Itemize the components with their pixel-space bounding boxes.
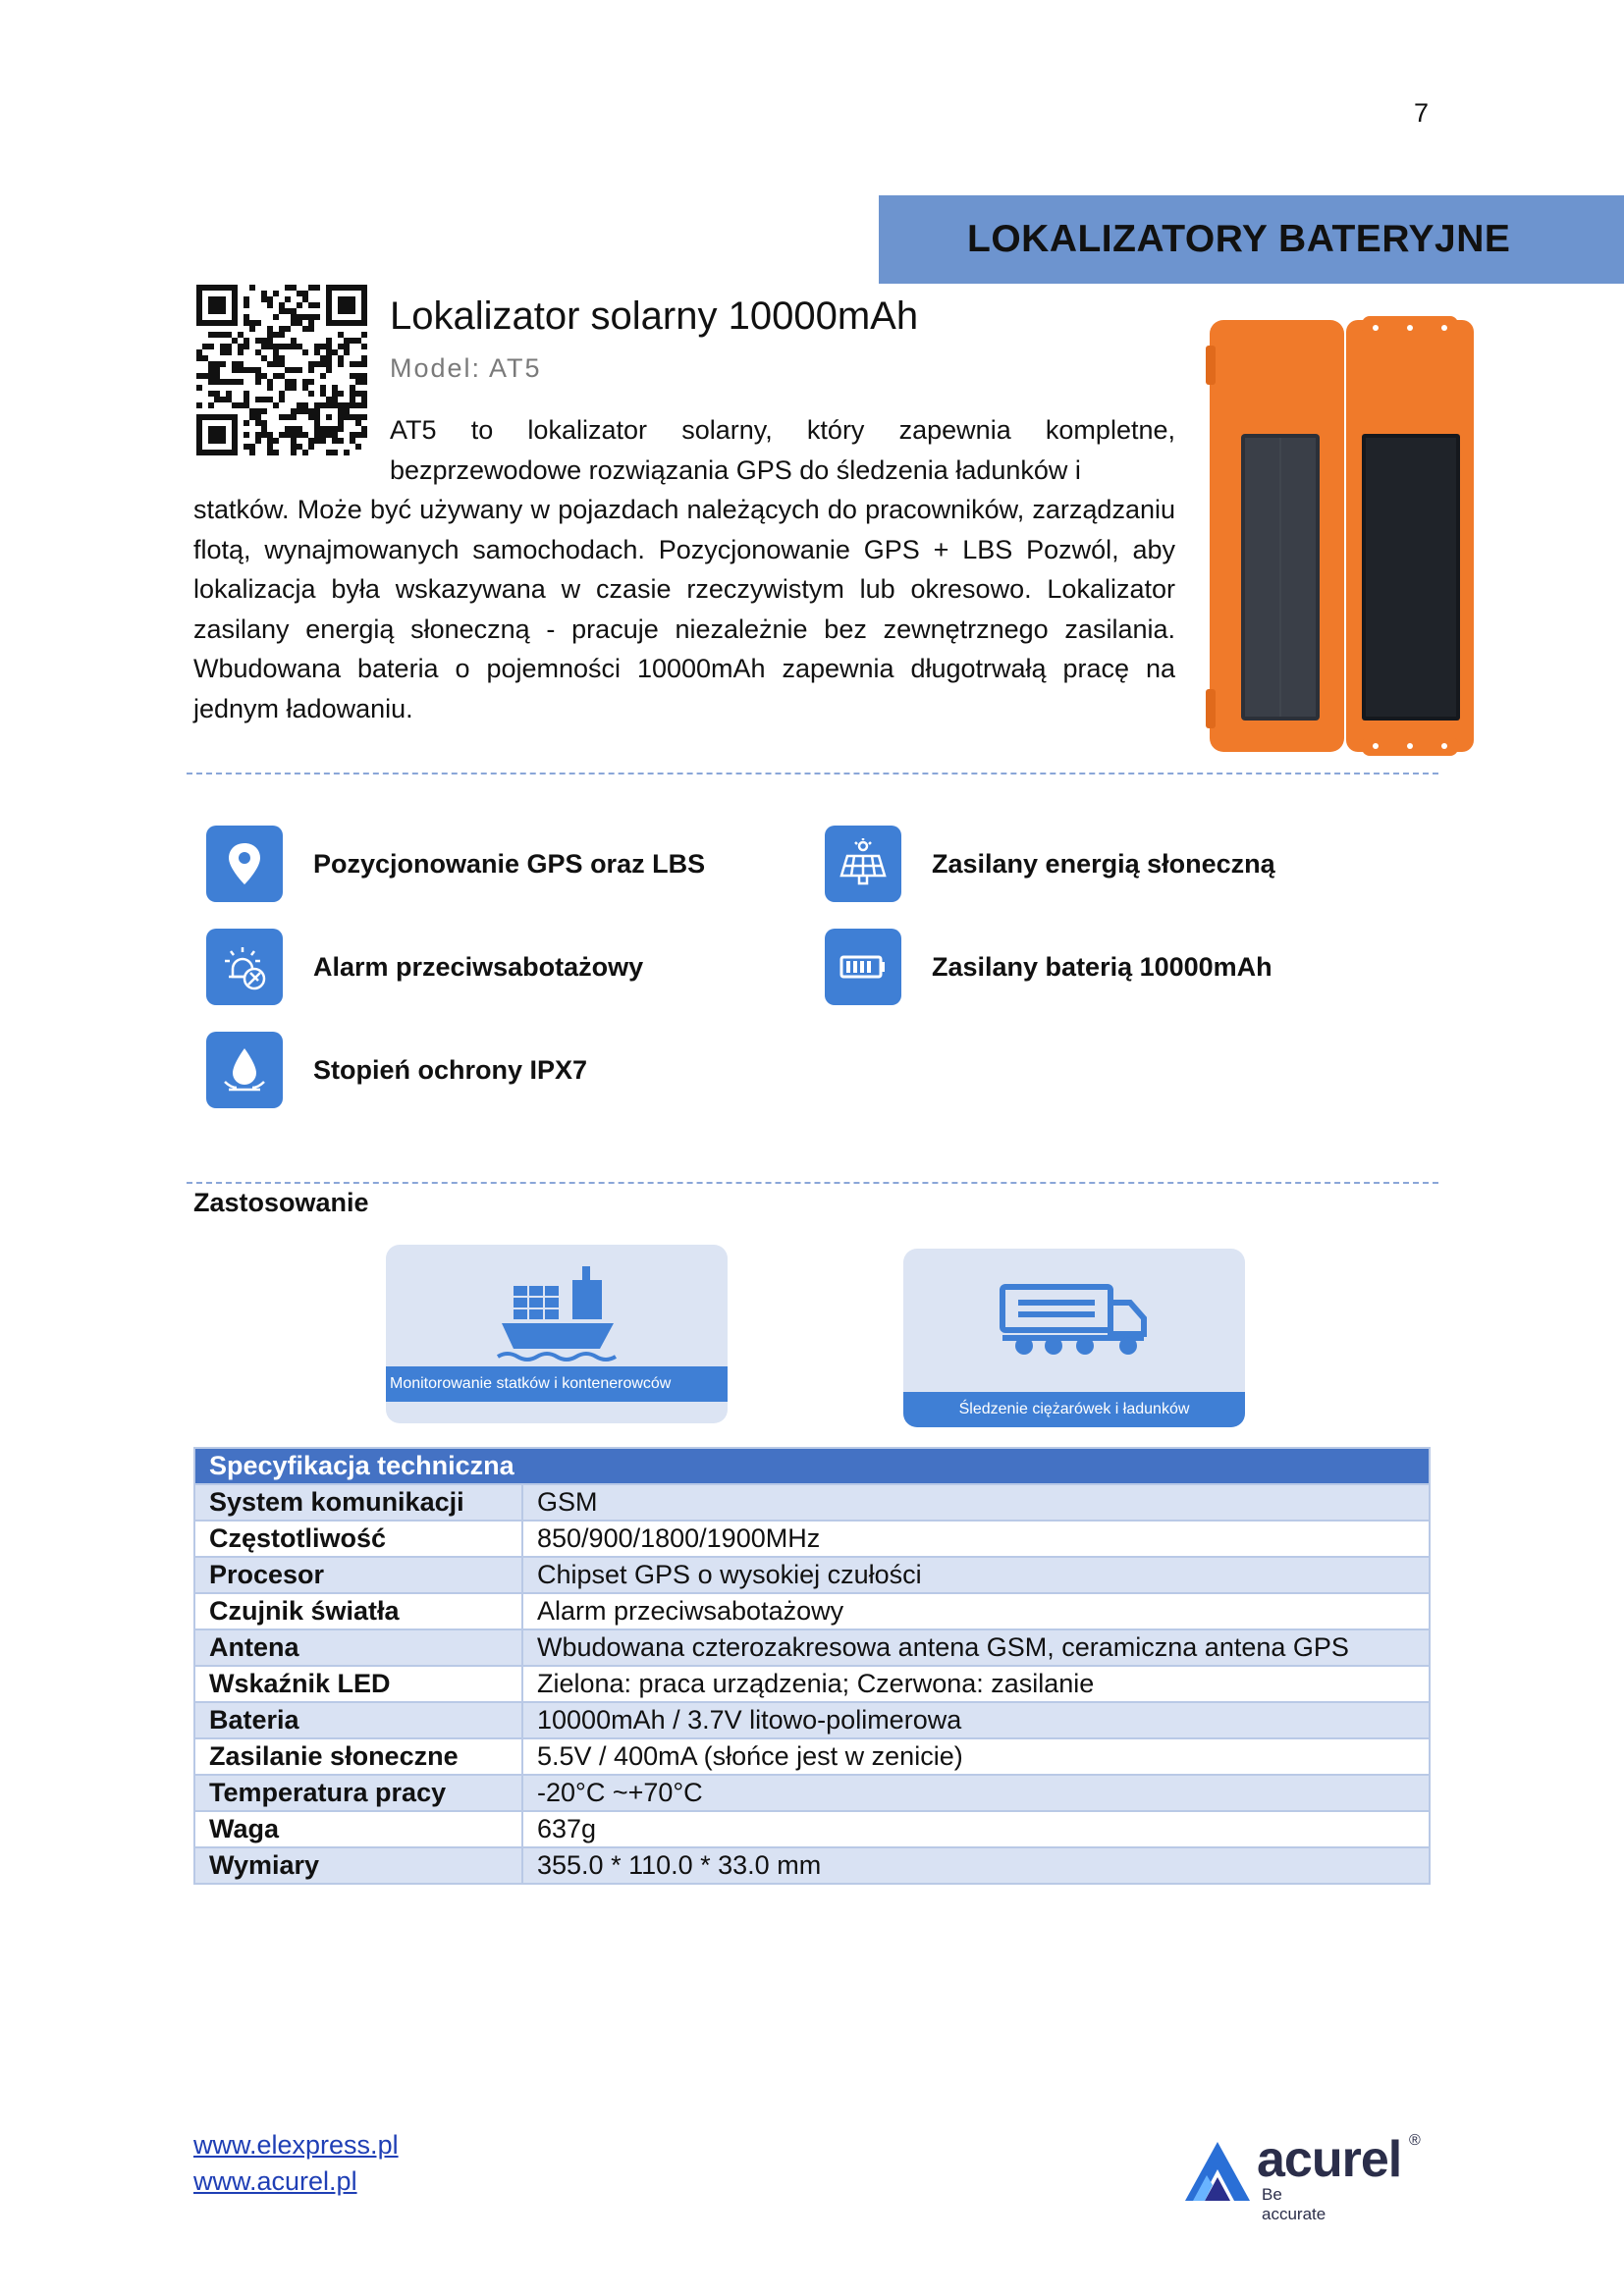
feature-ipx7 xyxy=(206,1032,587,1108)
spec-row xyxy=(194,1847,1430,1884)
description-first-line: AT5 to lokalizator solarny, który zapewnia kompletne, bezprzewodowe rozwiązania GPS do śledzenia ładunków i xyxy=(390,415,1175,485)
feature-gps-lbs xyxy=(206,826,705,902)
page-number: 7 xyxy=(1414,98,1430,128)
cargo-ship-icon xyxy=(494,1255,622,1362)
spec-header-row xyxy=(194,1448,1430,1484)
spec-value: 5.5V / 400mA (słońce jest w zenicie) xyxy=(522,1738,1430,1775)
footer-link-acurel[interactable]: www.acurel.pl xyxy=(193,2166,357,2196)
brand-tagline: Be accurate xyxy=(1262,2185,1326,2223)
spec-key: Zasilanie słoneczne xyxy=(194,1738,522,1775)
brand-registered-mark: ® xyxy=(1409,2132,1421,2149)
applications-title: Zastosowanie xyxy=(193,1188,369,1217)
spec-value: 10000mAh / 3.7V litowo-polimerowa xyxy=(522,1702,1430,1738)
spec-row xyxy=(194,1702,1430,1738)
device-image-left xyxy=(1206,316,1348,756)
spec-row xyxy=(194,1629,1430,1666)
spec-key: Bateria xyxy=(194,1702,522,1738)
feature-label: Stopień ochrony IPX7 xyxy=(313,1054,588,1085)
application-caption: Monitorowanie statków i kontenerowców xyxy=(386,1366,728,1402)
location-pin-icon xyxy=(206,826,283,902)
spec-value: 850/900/1800/1900MHz xyxy=(522,1521,1430,1557)
spec-key: Antena xyxy=(194,1629,522,1666)
spec-key: Temperatura pracy xyxy=(194,1775,522,1811)
spec-title: Specyfikacja techniczna xyxy=(194,1448,1430,1484)
spec-value: Chipset GPS o wysokiej czułości xyxy=(522,1557,1430,1593)
spec-value: Alarm przeciwsabotażowy xyxy=(522,1593,1430,1629)
acurel-logo-mark-icon xyxy=(1183,2140,1252,2203)
spec-value: Zielona: praca urządzenia; Czerwona: zasilanie xyxy=(522,1666,1430,1702)
spec-key: Waga xyxy=(194,1811,522,1847)
spec-row xyxy=(194,1557,1430,1593)
spec-key: Wymiary xyxy=(194,1847,522,1884)
battery-icon xyxy=(825,929,901,1005)
spec-row xyxy=(194,1738,1430,1775)
description-rest: statków. Może być używany w pojazdach należących do pracowników, zarządzaniu flotą, wynajmowanych samochodach. Pozycjonowanie GPS + LBS Pozwól, aby lokalizacja była wskazywana w czasie rzeczywistym lub okresowo. Lokalizator zasilany energią słoneczną - pracuje niezależnie bez zewnętrznego zasilania. Wbudowana bateria o pojemności 10000mAh zapewnia długotrwałą pracę na jednym ładowaniu. xyxy=(193,495,1175,723)
spec-key: Częstotliwość xyxy=(194,1521,522,1557)
spec-row xyxy=(194,1666,1430,1702)
category-banner xyxy=(879,195,1624,284)
feature-label: Pozycjonowanie GPS oraz LBS xyxy=(313,848,706,879)
tamper-alarm-icon xyxy=(206,929,283,1005)
spec-value: -20°C ~+70°C xyxy=(522,1775,1430,1811)
product-description xyxy=(193,410,1175,728)
application-card-ships xyxy=(386,1245,728,1423)
product-title: Lokalizator solarny 10000mAh xyxy=(390,294,919,338)
feature-label: Alarm przeciwsabotażowy xyxy=(313,951,644,982)
spec-row xyxy=(194,1521,1430,1557)
divider xyxy=(187,1182,1438,1184)
category-title: LOKALIZATORY BATERYJNE xyxy=(967,218,1511,260)
application-caption: Śledzenie ciężarówek i ładunków xyxy=(903,1392,1245,1427)
water-drop-icon xyxy=(206,1032,283,1108)
spec-value: GSM xyxy=(522,1484,1430,1521)
spec-row xyxy=(194,1593,1430,1629)
spec-row xyxy=(194,1775,1430,1811)
product-model: Model: AT5 xyxy=(390,353,542,383)
feature-tamper-alarm xyxy=(206,929,643,1005)
spec-value: 637g xyxy=(522,1811,1430,1847)
spec-key: Czujnik światła xyxy=(194,1593,522,1629)
application-card-trucks xyxy=(903,1249,1245,1427)
spec-key: Wskaźnik LED xyxy=(194,1666,522,1702)
spec-table xyxy=(193,1447,1431,1885)
feature-battery xyxy=(825,929,1272,1005)
brand-name: acurel xyxy=(1257,2131,1402,2188)
spec-value: 355.0 * 110.0 * 33.0 mm xyxy=(522,1847,1430,1884)
feature-label: Zasilany baterią 10000mAh xyxy=(932,951,1272,982)
truck-icon xyxy=(999,1283,1150,1358)
solar-panel-icon xyxy=(825,826,901,902)
feature-solar xyxy=(825,826,1275,902)
divider xyxy=(187,773,1438,774)
feature-label: Zasilany energią słoneczną xyxy=(932,848,1275,879)
device-image-right xyxy=(1340,316,1480,756)
spec-key: System komunikacji xyxy=(194,1484,522,1521)
spec-key: Procesor xyxy=(194,1557,522,1593)
footer-link-elexpress[interactable]: www.elexpress.pl xyxy=(193,2130,399,2160)
spec-row xyxy=(194,1484,1430,1521)
spec-value: Wbudowana czterozakresowa antena GSM, ceramiczna antena GPS xyxy=(522,1629,1430,1666)
spec-row xyxy=(194,1811,1430,1847)
